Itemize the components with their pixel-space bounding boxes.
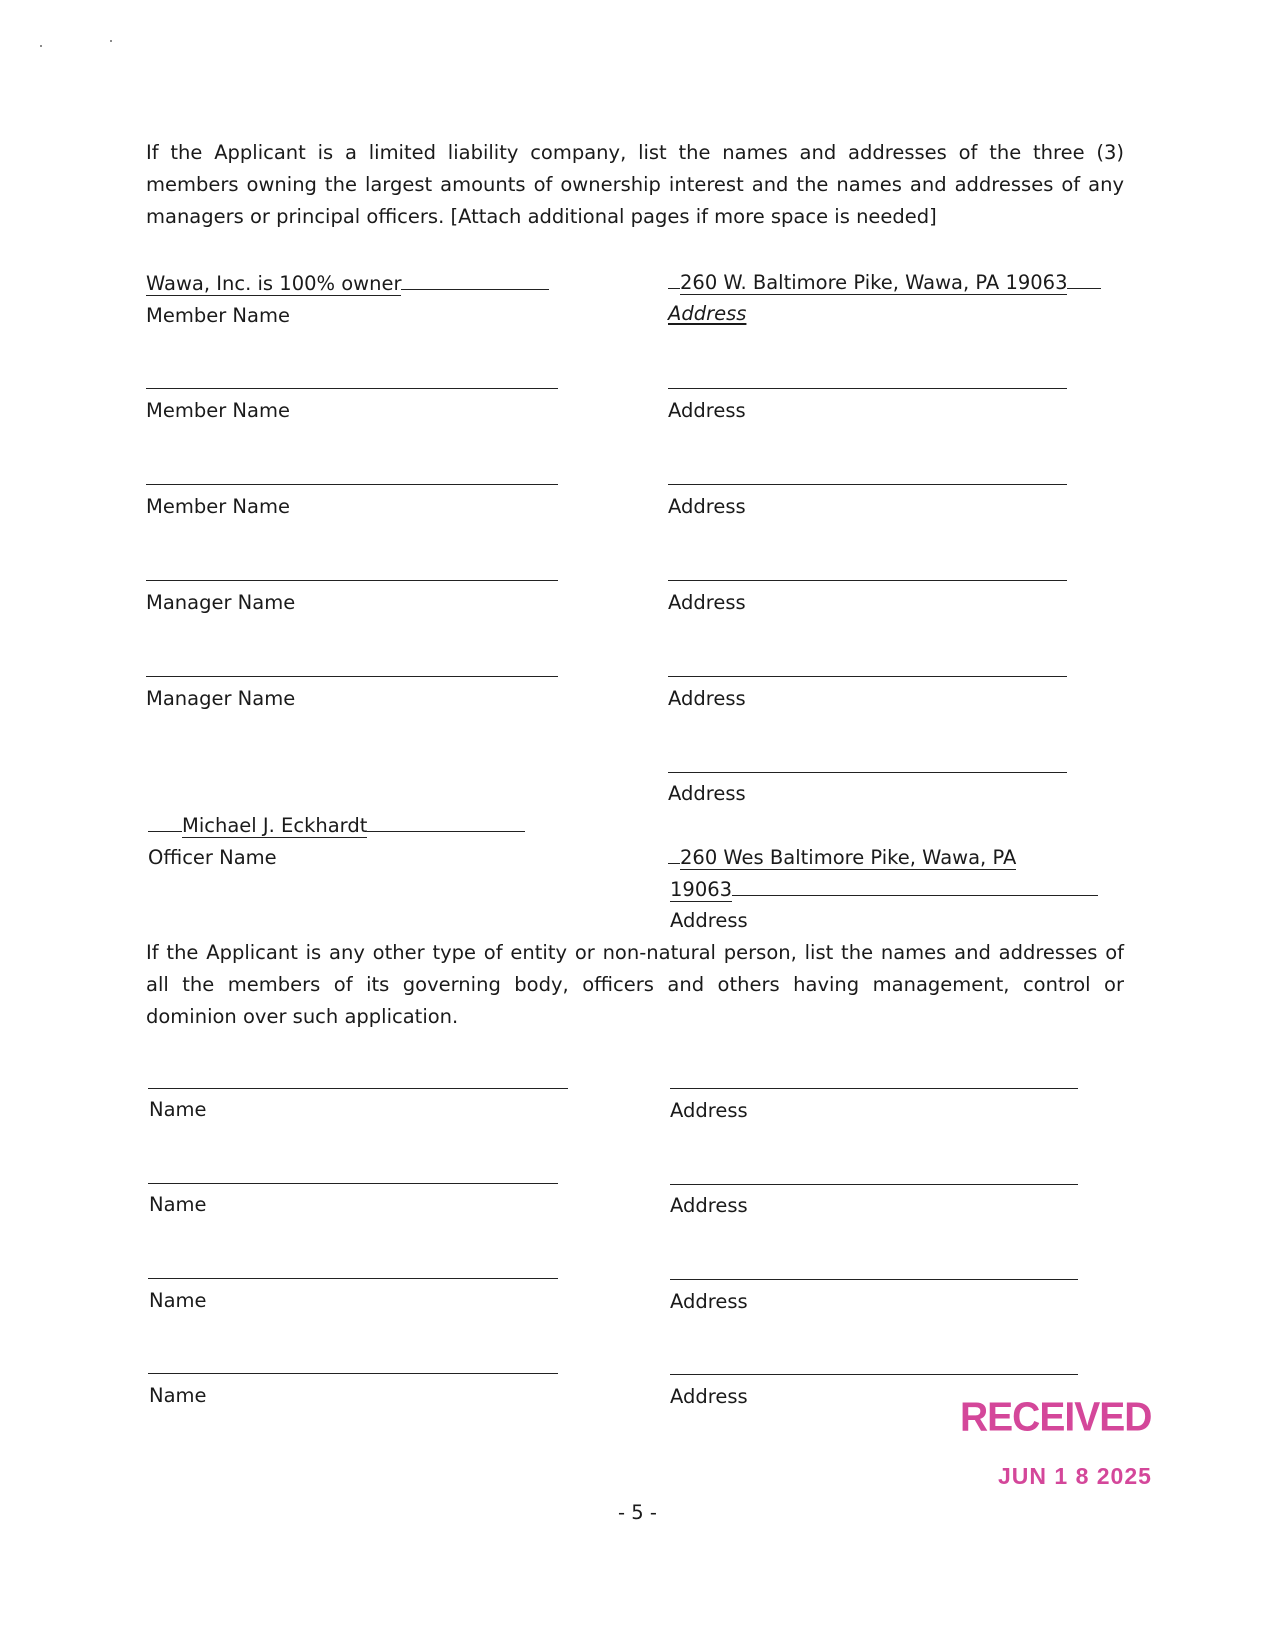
manager2-name-label: Manager Name [146, 687, 296, 710]
member2-name-label: Member Name [146, 399, 290, 422]
extra-address-line[interactable] [668, 772, 1067, 773]
member1-name-value: Wawa, Inc. is 100% owner [146, 272, 402, 295]
officer-name-field[interactable] [148, 814, 525, 838]
page-number: - 5 - [618, 1501, 657, 1524]
other3-address-label: Address [670, 1290, 748, 1313]
manager1-name-line[interactable] [146, 580, 558, 581]
manager1-address-line[interactable] [668, 580, 1067, 581]
officer-address-line1: 260 Wes Baltimore Pike, Wawa, PA [680, 846, 1017, 869]
member1-address-field[interactable] [668, 271, 1101, 295]
member2-address-line[interactable] [668, 388, 1067, 389]
other3-address-line[interactable] [670, 1279, 1078, 1280]
other1-name-line[interactable] [148, 1088, 568, 1089]
other2-name-label: Name [149, 1193, 207, 1216]
received-stamp [960, 1394, 1160, 1489]
officer-address-field[interactable] [668, 846, 1016, 870]
member1-name-field[interactable] [146, 272, 549, 296]
member2-name-line[interactable] [146, 388, 558, 389]
manager1-name-label: Manager Name [146, 591, 296, 614]
officer-address-field-2[interactable] [670, 878, 1098, 902]
scan-speck [40, 45, 42, 47]
other1-address-line[interactable] [670, 1088, 1078, 1089]
other2-name-line[interactable] [148, 1183, 558, 1184]
member2-address-label: Address [668, 399, 746, 422]
member3-name-line[interactable] [146, 484, 558, 485]
other2-address-label: Address [670, 1194, 748, 1217]
officer-address-line2: 19063 [670, 878, 733, 901]
member3-address-line[interactable] [668, 484, 1067, 485]
member3-address-label: Address [668, 495, 746, 518]
extra-address-label: Address [668, 782, 746, 805]
received-stamp-word: RECEIVED [960, 1394, 1152, 1441]
officer-name-value: Michael J. Eckhardt [182, 814, 368, 837]
other3-name-line[interactable] [148, 1278, 558, 1279]
received-stamp-date: JUN 1 8 2025 [998, 1463, 1152, 1489]
other2-address-line[interactable] [670, 1184, 1078, 1185]
officer-address-label: Address [670, 909, 748, 932]
other1-name-label: Name [149, 1098, 207, 1121]
member1-address-label: Address [668, 302, 747, 325]
manager2-address-label: Address [668, 687, 746, 710]
scan-speck [110, 40, 112, 42]
manager1-address-label: Address [668, 591, 746, 614]
officer-name-label: Officer Name [148, 846, 277, 869]
member1-address-value: 260 W. Baltimore Pike, Wawa, PA 19063 [680, 271, 1068, 294]
other4-address-label: Address [670, 1385, 748, 1408]
other3-name-label: Name [149, 1289, 207, 1312]
manager2-name-line[interactable] [146, 676, 558, 677]
other4-name-line[interactable] [148, 1373, 558, 1374]
member1-name-label: Member Name [146, 304, 290, 327]
other4-address-line[interactable] [670, 1374, 1078, 1375]
intro-paragraph: If the Applicant is a limited liability company, list the names and addresses of the three (3) members owning the largest amounts of ownership interest and the names and addresses of any managers or principal officers. [Attach additional pages if more space is needed] [146, 141, 1124, 228]
member3-name-label: Member Name [146, 495, 290, 518]
other-entity-paragraph: If the Applicant is any other type of entity or non-natural person, list the names and addresses of all the members of its governing body, officers and others having management, control or dominion over such application. [146, 941, 1124, 1028]
manager2-address-line[interactable] [668, 676, 1067, 677]
other1-address-label: Address [670, 1099, 748, 1122]
other4-name-label: Name [149, 1384, 207, 1407]
